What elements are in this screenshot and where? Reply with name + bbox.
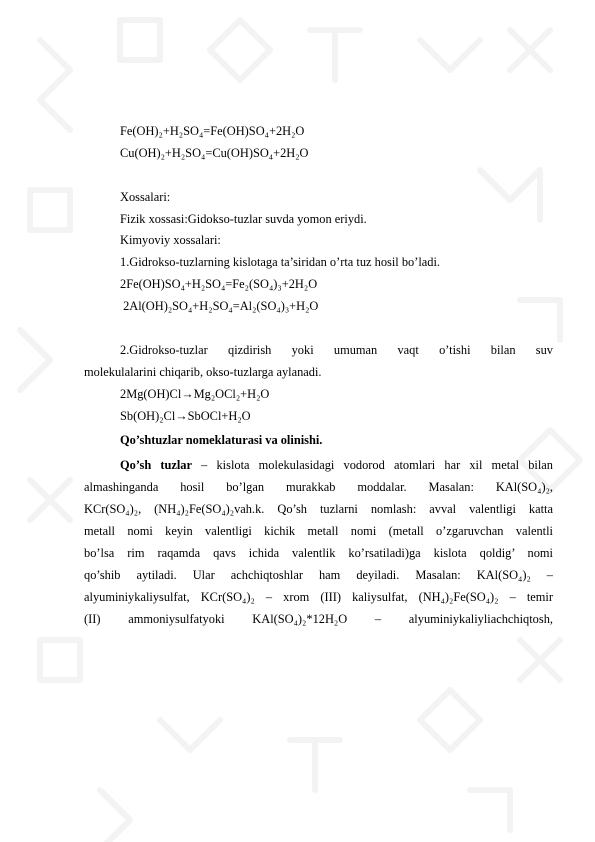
reaction-line: 2Al(OH)₂SO₄+H₂SO₄=Al₂(SO₄)₃+H₂O [120, 299, 319, 314]
paragraph-text: – kislota molekulasidagi vodorod atomlari har xil metal bilan [192, 458, 553, 473]
paragraph-line: KCr(SO₄)₂, (NH₄)₂Fe(SO₄)₂vah.k. Qo’sh tuzlarni nomlash: avval valentligi katta [84, 502, 553, 517]
reaction-line: 2Mg(OH)Cl→Mg₂OCl₂+H₂O [120, 386, 270, 401]
paragraph-line: bo’lsa rim raqamda qavs ichida valentlik ko’rsatiladi)ga kislota qoldig’ nomi [84, 545, 553, 560]
text-line: molekulalarini chiqarib, okso-tuzlarga aylanadi. [84, 364, 322, 379]
reaction-line: Cu(OH)₂+H₂SO₄=Cu(OH)SO₄+2H₂O [120, 145, 309, 160]
spacer [84, 318, 553, 340]
section-label: Xossalari: [120, 189, 171, 204]
paragraph-line: alyuminiykaliysulfat, KCr(SO₄)₂ – xrom (III) kaliysulfat, (NH₄)₂Fe(SO₄)₂ – temir [84, 589, 553, 604]
term-label: Qo’sh tuzlar [120, 458, 193, 473]
spacer [84, 165, 553, 187]
section-label: Kimyoviy xossalari: [120, 233, 221, 248]
reaction-line: Fe(OH)₂+H₂SO₄=Fe(OH)SO₄+2H₂O [120, 124, 305, 138]
text-line: 2.Gidrokso-tuzlar qizdirish yoki umuman vaqt o’tishi bilan suv [120, 342, 553, 357]
text-line: Fizik xossasi:Gidokso-tuzlar suvda yomon eriydi. [120, 211, 367, 226]
text-line: 1.Gidrokso-tuzlarning kislotaga ta’siridan o’rta tuz hosil bo’ladi. [120, 255, 441, 270]
paragraph-line [84, 455, 553, 477]
reaction-line: 2Fe(OH)SO₄+H₂SO₄=Fe₂(SO₄)₃+2H₂O [120, 277, 318, 292]
paragraph-line: metall nomi keyin valentligi kichik metall nomi (metall o’zgaruvchan valentli [84, 524, 553, 539]
definition-paragraph [84, 455, 553, 630]
reaction-line: Sb(OH)₂Cl→SbOCl+H₂O [120, 408, 251, 423]
paragraph-line: qo’shib aytiladi. Ular achchiqtoshlar ham deyiladi. Masalan: KAl(SO₄)₂ – [84, 567, 553, 582]
document-body [84, 121, 553, 630]
paragraph-line: almashinganda hosil bo’lgan murakkab moddalar. Masalan: KAl(SO₄)₂, [84, 480, 553, 495]
section-heading: Qo’shtuzlar nomeklaturasi va olinishi. [120, 433, 323, 448]
paragraph-line: (II) ammoniysulfatyoki KAl(SO₄)₂*12H₂O – alyuminiykaliyliachchiqtosh, [84, 611, 553, 626]
